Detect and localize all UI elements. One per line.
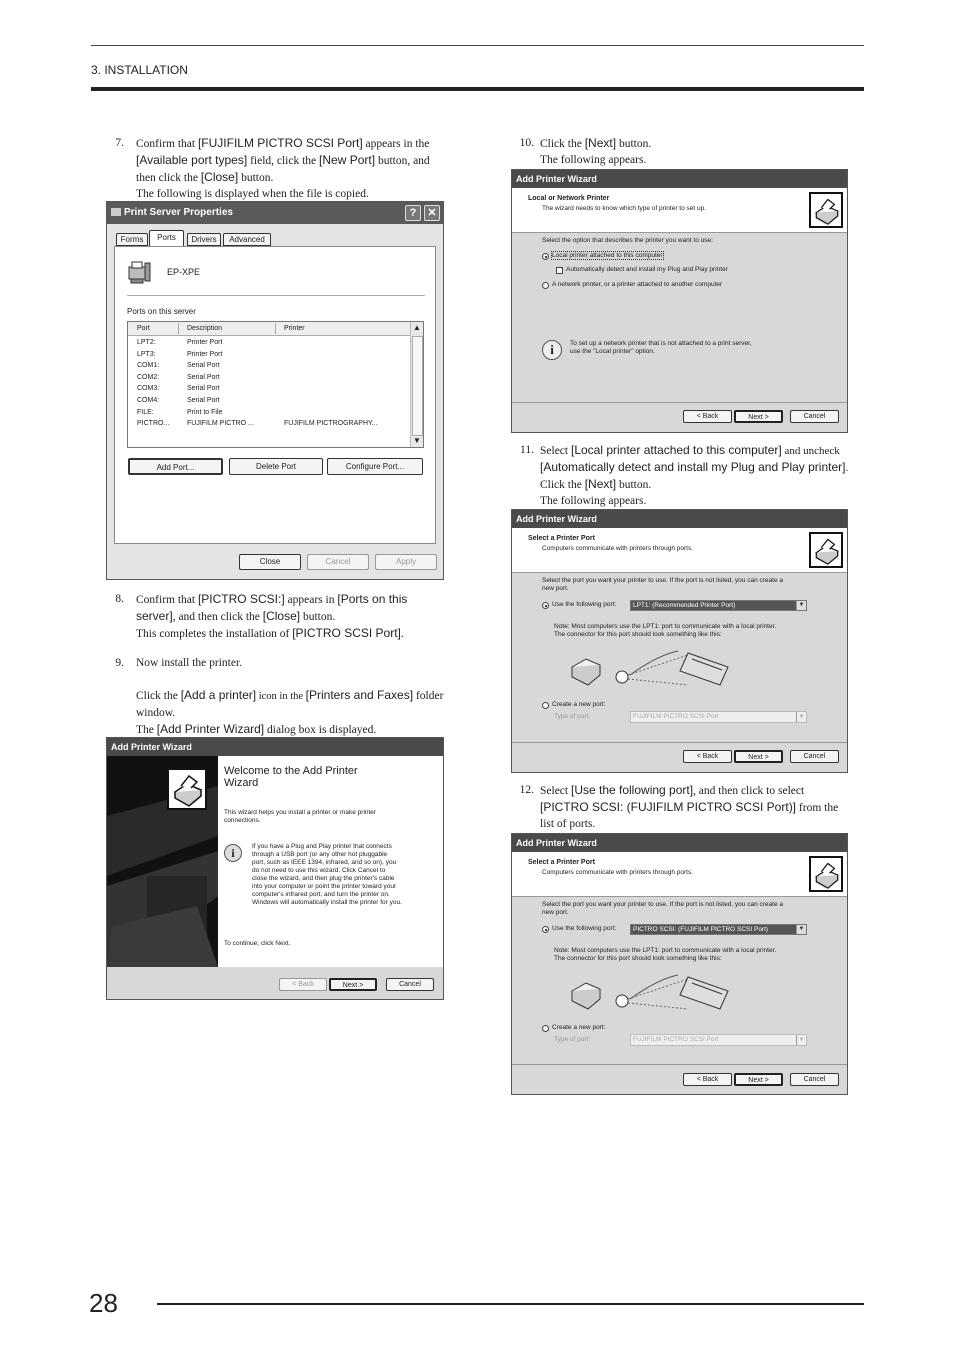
create-new-port-label[interactable]: Create a new port: [552,1024,606,1031]
window-titlebar: Add Printer Wizard [512,834,847,852]
table-cell[interactable]: Printer Port [187,350,223,358]
printer-wizard-icon [809,856,843,892]
wizard-heading: Select a Printer Port [528,535,595,542]
info-line: If you have a Plug and Play printer that connects [252,843,392,850]
step-number: 9. [115,657,124,669]
close-icon[interactable]: ✕ [424,205,440,221]
use-following-port-label[interactable]: Use the following port: [552,925,617,932]
table-cell[interactable]: FUJIFILM PICTRO ... [187,420,254,428]
list-header [128,322,411,336]
scroll-thumb[interactable] [412,336,423,436]
ports-list[interactable] [127,321,424,448]
footer-divider [512,1064,847,1065]
col-printer[interactable]: Printer [284,325,305,332]
table-cell[interactable]: Serial Port [187,373,220,381]
wizard-subheading: The wizard needs to know which type of printer to set up. [542,205,707,212]
col-sep [275,323,276,334]
tab-drivers[interactable]: Drivers [187,233,221,246]
back-button[interactable]: < Back [279,978,327,991]
header-thick-rule [91,87,864,91]
chevron-down-icon[interactable]: ▼ [796,925,806,934]
table-cell[interactable]: COM2: [137,373,160,381]
table-cell[interactable]: COM1: [137,362,160,370]
info-text: To set up a network printer that is not attached to a print server, use the "Local printer" option. [570,340,752,355]
server-icon [127,259,151,285]
table-cell[interactable]: Serial Port [187,362,220,370]
back-button[interactable]: < Back [683,750,732,763]
cancel-button[interactable]: Cancel [790,1073,839,1086]
step-number: 7. [115,137,124,149]
local-or-network-printer-window [511,169,848,433]
table-cell[interactable]: FILE: [137,408,154,416]
info-line: into your computer or point the printer toward your [252,883,397,890]
col-port[interactable]: Port [137,325,150,332]
footer-rule [157,1303,864,1305]
printer-icon [111,208,121,216]
back-button[interactable]: < Back [683,410,732,423]
back-button[interactable]: < Back [683,1073,732,1086]
server-name: EP-XPE [167,267,201,277]
wizard-header [512,852,847,897]
auto-detect-checkbox[interactable] [556,267,563,274]
ports-on-server-label: Ports on this server [127,307,196,316]
step-number: 11. [520,444,534,456]
wizard-heading: Local or Network Printer [528,195,610,202]
chevron-down-icon[interactable]: ▼ [796,601,806,610]
table-cell[interactable]: COM3: [137,385,160,393]
port-note: Note: Most computers use the LPT1: port to communicate with a local printer. The connector for this port should look something like this: [554,947,777,962]
wizard-heading: Select a Printer Port [528,859,595,866]
scrollbar[interactable] [410,322,423,447]
col-description[interactable]: Description [187,325,223,332]
info-line: Windows will automatically install the printer for you. [252,899,402,906]
type-of-port-label: Type of port: [554,713,591,720]
network-printer-label[interactable]: A network printer, or a printer attached to another computer [552,281,723,288]
option-prompt: Select the option that describes the printer you want to use: [542,237,713,244]
next-button[interactable]: Next > [329,978,377,991]
network-printer-radio[interactable] [542,282,549,289]
table-cell[interactable]: PICTRO... [137,420,170,428]
step-number: 10. [519,137,534,149]
help-button[interactable]: ? [405,205,421,221]
step-number: 8. [115,593,124,605]
printer-wizard-icon [809,192,843,228]
create-new-port-radio[interactable] [542,1025,549,1032]
use-following-port-radio[interactable] [542,926,549,933]
window-titlebar [107,202,443,224]
port-prompt: Select the port you want your printer to use. If the port is not listed, you can create a new port. [542,901,783,916]
divider [127,295,425,296]
printer-connector-illustration [568,969,738,1019]
tab-ports[interactable]: Ports [149,230,184,247]
use-following-port-label[interactable]: Use the following port: [552,601,617,608]
welcome-continue: To continue, click Next. [224,940,291,947]
tab-forms[interactable]: Forms [116,233,148,246]
section-header: 3. INSTALLATION [91,63,188,77]
local-printer-radio[interactable] [542,253,549,260]
info-line: through a USB port (or any other hot pluggable [252,851,388,858]
type-of-port-select[interactable]: FUJIFILM PICTRO SCSI Port ▼ [630,711,807,723]
wizard-header [512,528,847,573]
cancel-button[interactable]: Cancel [307,554,369,570]
info-icon: i [224,844,242,862]
table-cell[interactable]: Printer Port [187,339,223,346]
info-line: port, such as IEEE 1394, infrared, and so on), you [252,859,397,866]
window-title: Print Server Properties [124,207,233,218]
port-prompt: Select the port you want your printer to use. If the port is not listed, you can create a new port. [542,577,783,592]
table-cell[interactable]: LPT2: [137,339,156,346]
table-cell[interactable]: COM4: [137,397,160,404]
welcome-info-text [252,843,402,907]
info-line: close the wizard, and then plug the printer's cable [252,875,395,882]
welcome-intro: This wizard helps you install a printer or make printer connections. [224,809,377,824]
local-printer-label[interactable]: Local printer attached to this computer [552,252,663,259]
add-printer-wizard-welcome-window [106,737,444,1000]
wizard-header [512,188,847,233]
configure-port-button[interactable]: Configure Port... [327,458,423,475]
header-top-rule [91,45,864,46]
scroll-down-icon[interactable]: ▼ [413,436,421,445]
window-titlebar: Add Printer Wizard [512,170,847,188]
table-cell[interactable]: Serial Port [187,385,220,393]
tab-advanced[interactable]: Advanced [223,233,271,246]
printer-wizard-icon [809,532,843,568]
wizard-subheading: Computers communicate with printers through ports. [542,869,694,876]
type-of-port-label: Type of port: [554,1036,591,1043]
window-titlebar: Add Printer Wizard [512,510,847,528]
port-select[interactable]: LPT1: (Recommended Printer Port) ▼ [630,600,807,611]
footer-divider [512,742,847,743]
select-printer-port-window-2 [511,833,848,1095]
info-icon: i [542,340,562,360]
chevron-down-icon[interactable]: ▼ [796,1035,806,1045]
port-select[interactable]: PICTRO SCSI: (FUJIFILM PICTRO SCSI Port) ▼ [630,924,807,935]
add-port-button[interactable]: Add Port... [128,458,223,475]
scroll-up-icon[interactable]: ▲ [413,323,421,332]
welcome-heading: Welcome to the Add Printer Wizard [224,765,358,789]
next-button[interactable]: Next > [734,410,783,423]
delete-port-button[interactable]: Delete Port [229,458,323,475]
auto-detect-label[interactable]: Automatically detect and install my Plug and Play printer [566,266,728,273]
chevron-down-icon[interactable]: ▼ [796,712,806,722]
table-cell[interactable]: Serial Port [187,397,220,404]
printer-connector-illustration [568,645,738,695]
window-titlebar: Add Printer Wizard [107,738,443,756]
create-new-port-radio[interactable] [542,702,549,709]
close-button[interactable]: Close [239,554,301,570]
port-note: Note: Most computers use the LPT1: port to communicate with a local printer. The connector for this port should look something like this: [554,623,777,638]
wizard-side-banner [107,756,218,967]
ports-tab-page [114,246,436,544]
col-sep [178,323,179,334]
cancel-button[interactable]: Cancel [790,750,839,763]
next-button[interactable]: Next > [734,1073,783,1086]
printer-wizard-icon [167,768,207,810]
cancel-button[interactable]: Cancel [790,410,839,423]
wizard-welcome-body [218,756,443,967]
type-of-port-select[interactable]: FUJIFILM PICTRO SCSI Port ▼ [630,1034,807,1046]
print-server-properties-window [106,201,444,580]
apply-button[interactable]: Apply [375,554,437,570]
step-number: 12. [519,784,534,796]
table-cell[interactable]: LPT3: [137,350,156,358]
cancel-button[interactable]: Cancel [386,978,434,991]
select-printer-port-window-1 [511,509,848,773]
info-line: do not need to use this wizard. Click Cancel to [252,867,386,874]
table-cell[interactable]: Print to File [187,408,223,416]
next-button[interactable]: Next > [734,750,783,763]
page-number: 28 [89,1288,118,1318]
create-new-port-label[interactable]: Create a new port: [552,701,606,708]
footer-divider [512,402,847,403]
use-following-port-radio[interactable] [542,602,549,609]
table-cell[interactable]: FUJIFILM PICTROGRAPHY... [284,420,378,428]
wizard-subheading: Computers communicate with printers through ports. [542,545,694,552]
info-line: computer's infrared port, and turn the printer on. [252,891,390,898]
